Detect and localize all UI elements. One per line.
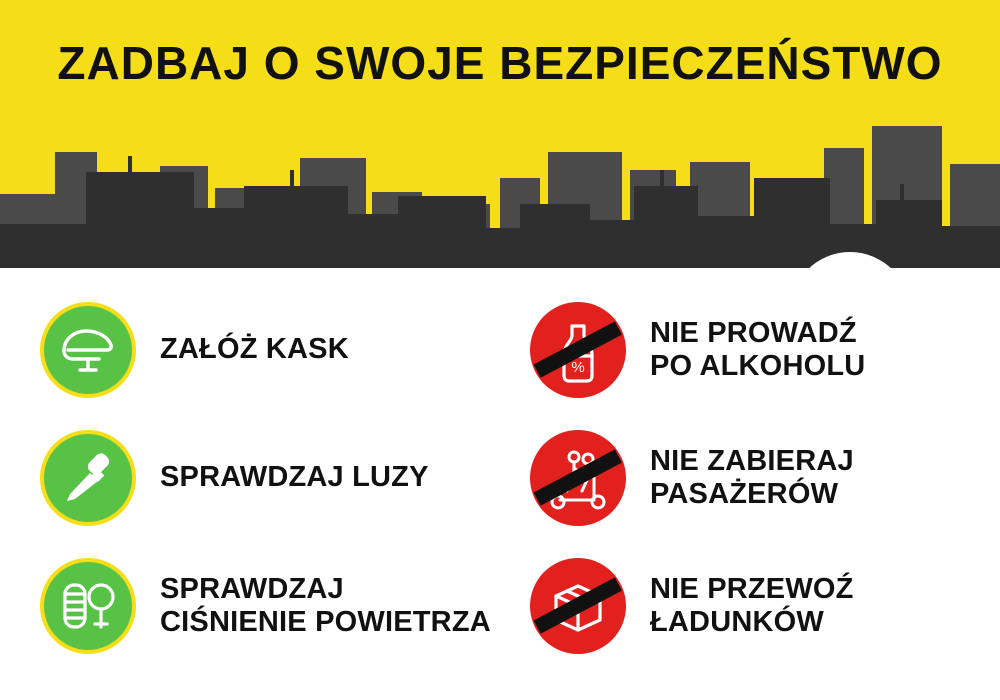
tip-label: SPRAWDZAJ LUZY	[160, 461, 429, 494]
banner	[0, 0, 1000, 268]
tip-label: SPRAWDZAJ CIŚNIENIE POWIETRZA	[160, 572, 491, 638]
tip-item	[530, 542, 1000, 670]
no-alcohol-icon	[530, 302, 626, 398]
no-cargo-icon	[530, 558, 626, 654]
forbidden-tips-column	[530, 286, 1000, 670]
tips-section	[0, 268, 1000, 700]
tip-item	[530, 286, 1000, 414]
tip-item	[530, 414, 1000, 542]
allowed-tips-column	[40, 286, 510, 670]
page-title: ZADBAJ O SWOJE BEZPIECZEŃSTWO	[57, 37, 943, 89]
helmet-icon	[40, 302, 136, 398]
tip-item	[40, 286, 510, 414]
no-passengers-icon	[530, 430, 626, 526]
screwdriver-icon	[40, 430, 136, 526]
tip-item	[40, 542, 510, 670]
tip-item	[40, 414, 510, 542]
tip-label: NIE PROWADŹ PO ALKOHOLU	[650, 316, 866, 382]
tip-label: NIE PRZEWOŹ ŁADUNKÓW	[650, 572, 854, 638]
tire-pressure-icon	[40, 558, 136, 654]
tip-label: NIE ZABIERAJ PASAŻERÓW	[650, 444, 854, 510]
city-skyline-illustration	[0, 108, 1000, 268]
tip-label: ZAŁÓŻ KASK	[160, 333, 349, 366]
svg-text:%: %	[571, 359, 585, 376]
